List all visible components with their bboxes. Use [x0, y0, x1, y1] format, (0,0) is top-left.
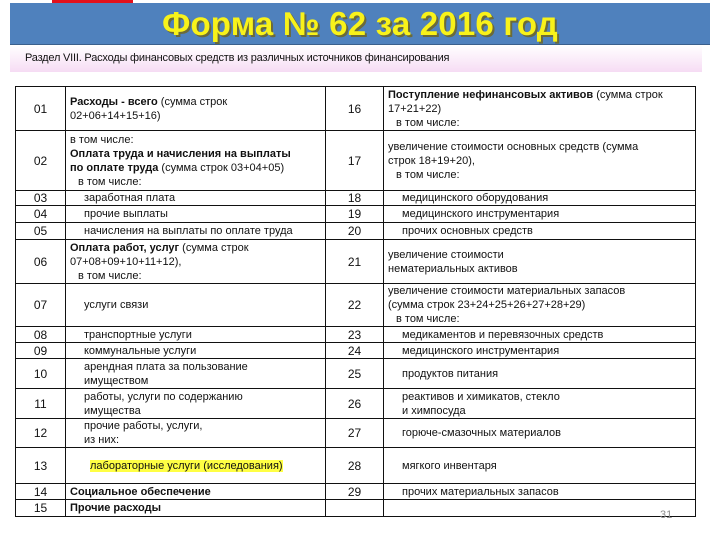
right-row-description [384, 223, 696, 240]
left-row-code: 06 [16, 240, 66, 284]
right-row-code: 23 [326, 327, 384, 343]
cell-line [70, 191, 321, 205]
highlighted-text: лабораторные услуги (исследования) [90, 459, 283, 472]
left-row-description [66, 191, 326, 206]
right-row-code: 19 [326, 206, 384, 223]
cell-line [388, 262, 691, 276]
table-row [16, 223, 696, 240]
cell-line [388, 344, 691, 358]
cell-text: работы, услуги по содержанию [84, 390, 243, 403]
cell-text: в том числе: [396, 116, 460, 129]
cell-text: прочие работы, услуги, [84, 420, 203, 432]
table-row [16, 359, 696, 389]
table-row [16, 419, 696, 448]
right-row-description [384, 389, 696, 419]
cell-text: (сумма строк 03+04+05) [158, 161, 285, 174]
title-banner [10, 3, 710, 45]
cell-text: начисления на выплаты по оплате труда [84, 225, 293, 237]
cell-line [388, 485, 691, 499]
left-row-code: 12 [16, 419, 66, 448]
cell-text: и химпосуда [402, 404, 466, 417]
cell-line [388, 116, 691, 130]
expenses-table [15, 86, 696, 517]
right-row-description [384, 191, 696, 206]
cell-line [70, 459, 321, 473]
left-row-code: 03 [16, 191, 66, 206]
cell-line [388, 298, 691, 312]
table-row [16, 131, 696, 191]
cell-line [70, 404, 321, 418]
bold-heading: Оплата труда и начисления на выплаты [70, 147, 291, 160]
cell-line [70, 147, 321, 161]
cell-line [70, 133, 321, 147]
right-row-description [384, 87, 696, 131]
cell-line [70, 298, 321, 312]
left-row-description [66, 389, 326, 419]
cell-line [70, 433, 321, 447]
left-row-code: 01 [16, 87, 66, 131]
cell-text: медикаментов и перевязочных средств [402, 328, 604, 341]
cell-line [70, 374, 321, 388]
left-row-description [66, 284, 326, 327]
cell-line [70, 161, 321, 175]
cell-text: мягкого инвентаря [402, 459, 497, 472]
cell-line [388, 367, 691, 381]
right-row-code: 17 [326, 131, 384, 191]
left-row-code: 10 [16, 359, 66, 389]
cell-text: медицинского инструментария [402, 208, 560, 220]
table-row [16, 240, 696, 284]
right-row-description [384, 448, 696, 484]
right-row-description [384, 419, 696, 448]
table-row [16, 327, 696, 343]
right-row-description [384, 240, 696, 284]
left-row-code: 08 [16, 327, 66, 343]
cell-line [70, 269, 321, 283]
cell-text: имуществом [84, 374, 149, 387]
cell-text: прочих основных средств [402, 225, 533, 237]
cell-line [388, 248, 691, 262]
table-row [16, 284, 696, 327]
cell-text: медицинского оборудования [402, 192, 549, 204]
cell-text: медицинского инструментария [402, 344, 560, 357]
cell-text: из них: [84, 434, 120, 446]
cell-line [70, 390, 321, 404]
table-row [16, 500, 696, 517]
right-row-code: 26 [326, 389, 384, 419]
right-row-description [384, 500, 696, 517]
table-row [16, 87, 696, 131]
left-row-code: 15 [16, 500, 66, 517]
bold-heading: Прочие расходы [70, 502, 161, 514]
right-row-description [384, 284, 696, 327]
bold-heading: по оплате труда [70, 161, 159, 174]
cell-text: увеличение стоимости основных средств (сумма [388, 140, 639, 153]
cell-line [70, 241, 321, 255]
cell-line [70, 360, 321, 374]
cell-line [70, 255, 321, 269]
cell-text: нематериальных активов [388, 262, 518, 275]
cell-text: продуктов питания [402, 367, 499, 380]
cell-line [388, 312, 691, 326]
cell-line [388, 390, 691, 404]
cell-text: увеличение стоимости [388, 248, 504, 261]
right-row-description [384, 359, 696, 389]
left-row-description [66, 500, 326, 517]
cell-text: (сумма строк [179, 241, 249, 254]
left-row-code: 04 [16, 206, 66, 223]
cell-line [70, 109, 321, 123]
cell-line [388, 426, 691, 440]
table-row [16, 191, 696, 206]
cell-text: арендная плата за пользование [84, 360, 248, 373]
left-row-description [66, 484, 326, 500]
page-title: Форма № 62 за 2016 год [162, 5, 558, 42]
cell-line [388, 102, 691, 116]
right-row-code [326, 500, 384, 517]
right-row-code: 25 [326, 359, 384, 389]
cell-line [388, 191, 691, 205]
cell-line [388, 168, 691, 182]
table-row [16, 343, 696, 359]
section-header [10, 45, 702, 72]
right-row-description [384, 327, 696, 343]
section-title: Раздел VIII. Расходы финансовых средств из различных источников финансирования [25, 52, 450, 64]
table-row [16, 389, 696, 419]
table-row [16, 484, 696, 500]
left-row-description [66, 240, 326, 284]
cell-text: 07+08+09+10+11+12), [70, 255, 182, 268]
cell-text: заработная плата [84, 192, 176, 204]
right-row-description [384, 484, 696, 500]
bold-heading: Поступление нефинансовых активов [388, 88, 594, 101]
right-row-code: 29 [326, 484, 384, 500]
cell-line [70, 501, 321, 515]
left-row-code: 14 [16, 484, 66, 500]
left-row-description [66, 223, 326, 240]
right-row-code: 27 [326, 419, 384, 448]
cell-line [388, 459, 691, 473]
right-row-code: 24 [326, 343, 384, 359]
cell-text: коммунальные услуги [84, 344, 197, 357]
table-row [16, 206, 696, 223]
left-row-code: 07 [16, 284, 66, 327]
left-row-description [66, 359, 326, 389]
cell-text: горюче-смазочных материалов [402, 427, 562, 439]
right-row-description [384, 343, 696, 359]
cell-text: в том числе: [396, 168, 460, 181]
cell-line [70, 207, 321, 221]
left-row-description [66, 131, 326, 191]
left-row-description [66, 448, 326, 484]
table-row [16, 448, 696, 484]
cell-text: увеличение стоимости материальных запасов [388, 285, 626, 297]
left-row-code: 09 [16, 343, 66, 359]
bold-heading: Расходы - всего [70, 95, 158, 108]
cell-line [388, 207, 691, 221]
right-row-code: 16 [326, 87, 384, 131]
cell-line [388, 140, 691, 154]
bold-heading: Социальное обеспечение [70, 485, 211, 498]
cell-text: в том числе: [78, 269, 142, 282]
cell-line [70, 95, 321, 109]
right-row-code: 21 [326, 240, 384, 284]
left-row-description [66, 206, 326, 223]
cell-text: транспортные услуги [84, 328, 192, 341]
right-row-code: 22 [326, 284, 384, 327]
cell-line [70, 419, 321, 433]
cell-line [70, 344, 321, 358]
right-row-code: 20 [326, 223, 384, 240]
cell-text: прочие выплаты [84, 208, 168, 220]
right-row-code: 18 [326, 191, 384, 206]
cell-text: строк 18+19+20), [388, 154, 475, 167]
cell-line [70, 485, 321, 499]
cell-text: в том числе: [70, 133, 134, 146]
cell-text: 02+06+14+15+16) [70, 109, 161, 122]
cell-line [70, 224, 321, 238]
cell-text: (сумма строк 23+24+25+26+27+28+29) [388, 299, 586, 311]
cell-text: реактивов и химикатов, стекло [402, 390, 560, 403]
left-row-code: 13 [16, 448, 66, 484]
cell-line [388, 404, 691, 418]
right-row-description [384, 206, 696, 223]
right-row-code: 28 [326, 448, 384, 484]
left-row-code: 05 [16, 223, 66, 240]
cell-line [388, 284, 691, 298]
right-row-description [384, 131, 696, 191]
cell-line [70, 175, 321, 189]
page-number: 31 [660, 509, 673, 521]
bold-heading: Оплата работ, услуг [70, 241, 180, 254]
cell-text: 17+21+22) [388, 102, 442, 115]
left-row-description [66, 327, 326, 343]
left-row-description [66, 343, 326, 359]
left-row-description [66, 87, 326, 131]
cell-text: услуги связи [84, 299, 149, 311]
cell-line [388, 224, 691, 238]
cell-line [388, 88, 691, 102]
left-row-code: 11 [16, 389, 66, 419]
cell-line [70, 328, 321, 342]
cell-text: имущества [84, 404, 141, 417]
cell-text: прочих материальных запасов [402, 485, 559, 498]
left-row-description [66, 419, 326, 448]
cell-text: (сумма строк [157, 95, 228, 108]
cell-line [388, 154, 691, 168]
cell-line [388, 328, 691, 342]
cell-text: (сумма строк [593, 88, 663, 101]
cell-text: в том числе: [78, 175, 142, 188]
cell-text: в том числе: [396, 313, 460, 325]
left-row-code: 02 [16, 131, 66, 191]
